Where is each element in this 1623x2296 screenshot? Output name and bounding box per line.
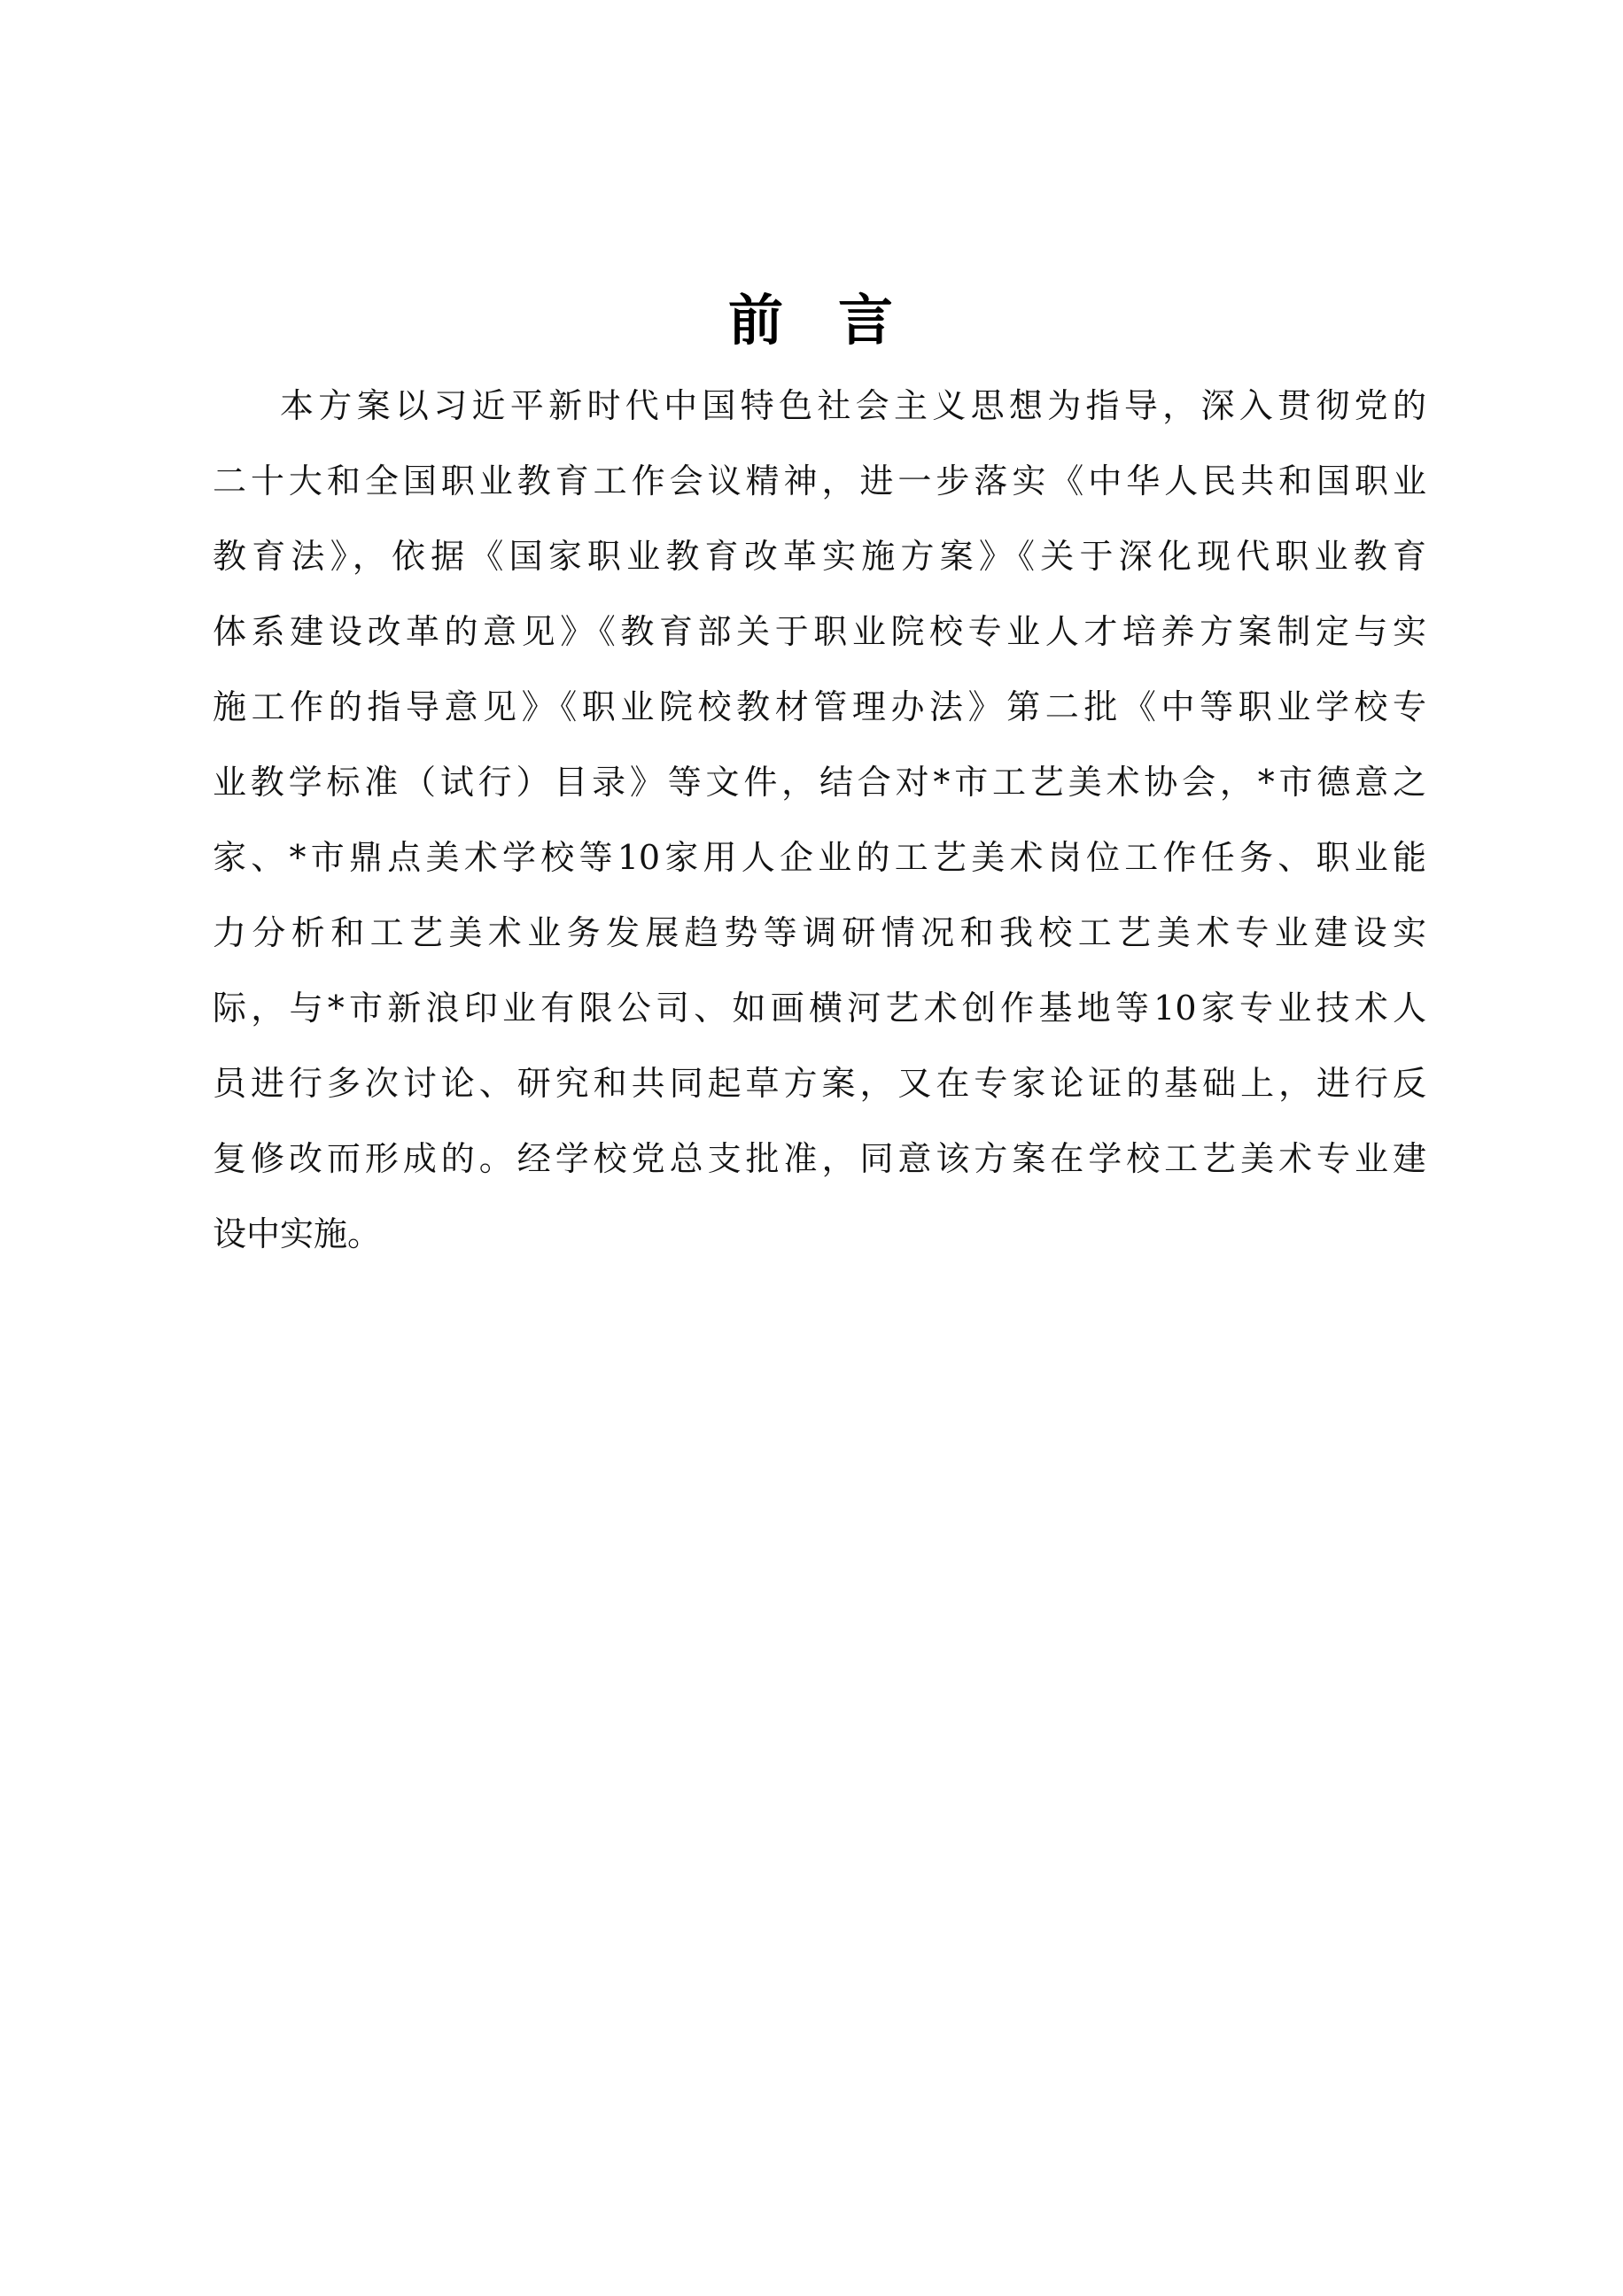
paragraph-line-11: 复修改而形成的。经学校党总支批准，同意该方案在学校工艺美术专业建 xyxy=(213,1139,1426,1178)
paragraph-line-3: 教育法》，依据《国家职业教育改革实施方案》《关于深化现代职业教育 xyxy=(213,537,1426,576)
paragraph-line-8: 力分析和工艺美术业务发展趋势等调研情况和我校工艺美术专业建设实 xyxy=(213,913,1426,952)
paragraph-line-6: 业教学标准（试行）目录》等文件，结合对*市工艺美术协会，*市德意之 xyxy=(213,763,1426,802)
paragraph-line-5: 施工作的指导意见》《职业院校教材管理办法》第二批《中等职业学校专 xyxy=(213,687,1426,726)
paragraph-line-4: 体系建设改革的意见》《教育部关于职业院校专业人才培养方案制定与实 xyxy=(213,612,1426,651)
title-char-2: 言 xyxy=(838,288,896,353)
paragraph-line-12: 设中实施。 xyxy=(213,1214,382,1253)
page-title xyxy=(0,285,1623,356)
title-char-1: 前 xyxy=(727,288,785,353)
preface-paragraph xyxy=(213,368,1426,1272)
paragraph-line-10: 员进行多次讨论、研究和共同起草方案，又在专家论证的基础上，进行反 xyxy=(213,1064,1426,1103)
paragraph-line-7: 家、*市鼎点美术学校等10家用人企业的工艺美术岗位工作任务、职业能 xyxy=(213,838,1426,877)
paragraph-line-9: 际，与*市新浪印业有限公司、如画横河艺术创作基地等10家专业技术人 xyxy=(213,989,1426,1028)
paragraph-line-1: 本方案以习近平新时代中国特色社会主义思想为指导，深入贯彻党的 xyxy=(280,386,1426,425)
paragraph-line-2: 二十大和全国职业教育工作会议精神，进一步落实《中华人民共和国职业 xyxy=(213,462,1426,500)
